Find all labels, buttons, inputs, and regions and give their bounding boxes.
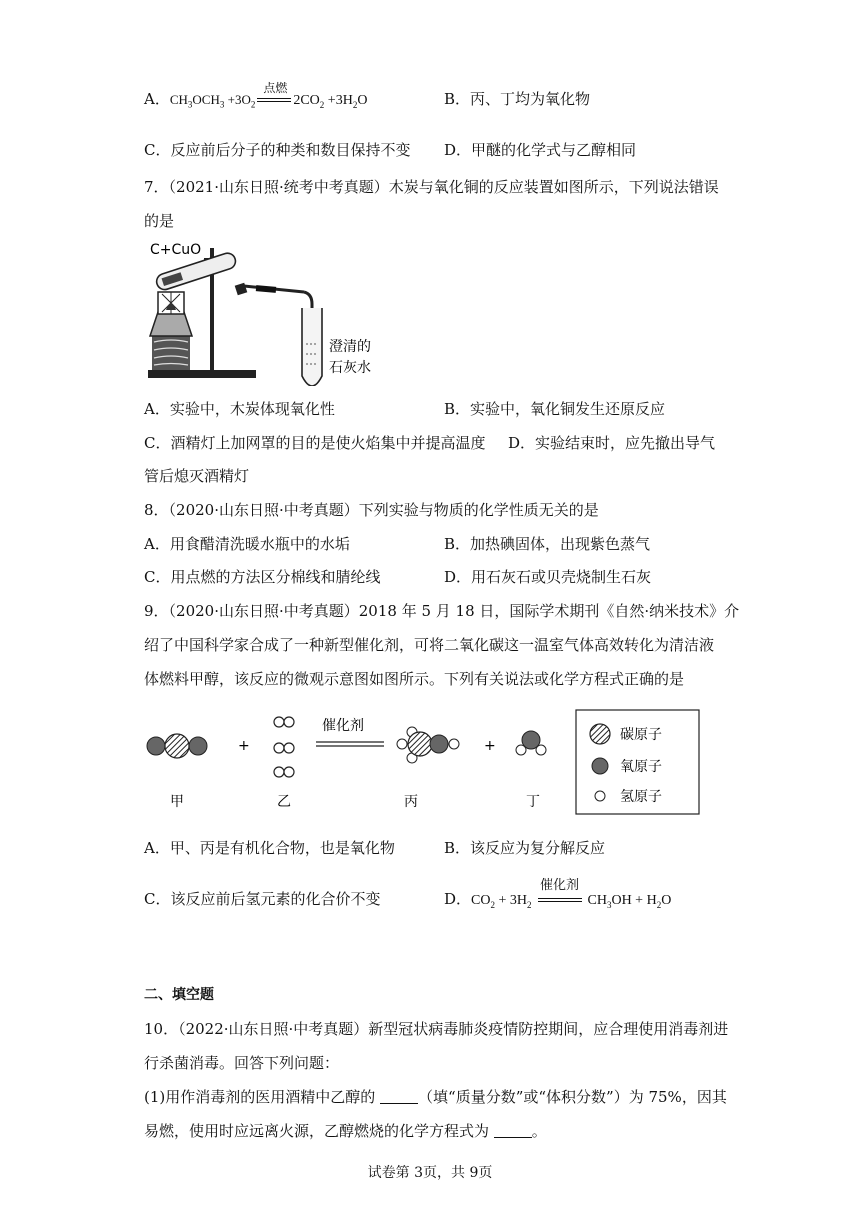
label-jia: 甲 bbox=[170, 794, 184, 810]
figure-label-tube-line2: 石灰水 bbox=[329, 360, 371, 376]
q7-option-d-line2: 管后熄灭酒精灯 bbox=[144, 467, 250, 485]
q7-stem-line1: 7．（2021·山东日照·统考中考真题）木炭与氧化铜的反应装置如图所示，下列说法错误 bbox=[144, 178, 719, 196]
q6-option-b: B．丙、丁均为氧化物 bbox=[444, 90, 591, 108]
stand-base bbox=[148, 370, 256, 378]
q9-option-a: A．甲、丙是有机化合物，也是氧化物 bbox=[144, 839, 395, 857]
q6-option-d: D．甲醚的化学式与乙醇相同 bbox=[444, 141, 637, 159]
molecule-h2o bbox=[516, 731, 546, 755]
sub1-line2-end: 。 bbox=[531, 1122, 547, 1140]
q9-option-b: B．该反应为复分解反应 bbox=[444, 839, 606, 857]
reaction-condition bbox=[257, 81, 291, 107]
q9-stem-line3: 体燃料甲醇，该反应的微观示意图如图所示。下列有关说法或化学方程式正确的是 bbox=[144, 670, 685, 688]
option-label: A． bbox=[144, 90, 170, 108]
reaction-condition bbox=[538, 878, 582, 907]
condition-text: 点燃 bbox=[263, 81, 288, 95]
label-bing: 丙 bbox=[404, 794, 418, 810]
sub1-line2-text: 易燃，使用时应远离火源，乙醇燃烧的化学方程式为 bbox=[144, 1122, 490, 1140]
limewater-tube bbox=[302, 308, 322, 386]
q10-sub1-line1 bbox=[144, 1086, 727, 1108]
legend-oxygen-icon bbox=[592, 758, 608, 774]
catalyst-label: 催化剂 bbox=[322, 718, 364, 734]
legend-carbon-icon bbox=[590, 724, 610, 744]
answer-blank-1[interactable] bbox=[380, 1089, 418, 1104]
q9-stem-line1: 9．（2020·山东日照·中考真题）2018 年 5 月 18 日，国际学术期刊《自然·纳米技术》介 bbox=[144, 602, 740, 620]
figure-label-reactants: C+CuO bbox=[150, 242, 202, 258]
q7-option-d-line1: D．实验结束时，应先撤出导气 bbox=[508, 434, 716, 452]
q10-stem-line1: 10．（2022·山东日照·中考真题）新型冠状病毒肺炎疫情防控期间，应合理使用消毒剂进 bbox=[144, 1020, 729, 1038]
alcohol-lamp bbox=[150, 312, 192, 336]
q7-stem-line2: 的是 bbox=[144, 212, 175, 230]
q9-option-c: C．该反应前后氢元素的化合价不变 bbox=[144, 890, 381, 908]
q7-apparatus-figure bbox=[144, 236, 394, 386]
legend-oxygen: 氧原子 bbox=[620, 759, 662, 775]
answer-blank-2[interactable] bbox=[494, 1123, 532, 1138]
option-label: D． bbox=[444, 890, 472, 908]
q7-option-b: B．实验中，氧化铜发生还原反应 bbox=[444, 400, 666, 418]
molecule-co2 bbox=[147, 734, 207, 758]
section-title: 二、填空题 bbox=[144, 987, 214, 1003]
sub1-text-a: (1)用作消毒剂的医用酒精中乙醇的 bbox=[144, 1088, 376, 1106]
legend-hydrogen: 氢原子 bbox=[620, 789, 662, 805]
label-yi: 乙 bbox=[277, 794, 291, 810]
q6-option-c: C．反应前后分子的种类和数目保持不变 bbox=[144, 141, 411, 159]
q8-stem: 8．（2020·山东日照·中考真题）下列实验与物质的化学性质无关的是 bbox=[144, 501, 599, 519]
legend-hydrogen-icon bbox=[595, 791, 605, 801]
equation-left: $CH_3OCH_3 +3O_2$ bbox=[169, 92, 256, 110]
q9-option-d bbox=[444, 878, 672, 912]
equation-left: $CO_2 + 3H_2$ bbox=[471, 893, 532, 910]
molecule-h2-group bbox=[274, 717, 294, 777]
q8-option-d: D．用石灰石或贝壳烧制生石灰 bbox=[444, 568, 652, 586]
q7-option-c: C．酒精灯上加网罩的目的是使火焰集中并提高温度 bbox=[144, 434, 486, 452]
condition-text: 催化剂 bbox=[539, 878, 579, 893]
q7-option-a: A．实验中，木炭体现氧化性 bbox=[144, 400, 335, 418]
page-footer: 试卷第 3页，共 9页 bbox=[367, 1165, 493, 1181]
plus-sign-1: + bbox=[238, 738, 250, 754]
equation-right: $CH_3OH + H_2O$ bbox=[587, 893, 672, 910]
q9-reaction-diagram bbox=[140, 706, 710, 818]
molecule-ch3oh bbox=[397, 727, 459, 763]
q10-sub1-line2 bbox=[144, 1120, 547, 1142]
q10-stem-line2: 行杀菌消毒。回答下列问题： bbox=[144, 1054, 340, 1072]
sub1-text-b: （填“质量分数”或“体积分数”）为 75%，因其 bbox=[418, 1088, 727, 1106]
plus-sign-2: + bbox=[484, 738, 496, 754]
legend-carbon: 碳原子 bbox=[620, 727, 662, 743]
equation-right: $2CO_2 +3H_2O$ bbox=[293, 93, 368, 110]
q6-option-a bbox=[144, 81, 368, 112]
q8-option-a: A．用食醋清洗暖水瓶中的水垢 bbox=[144, 535, 350, 553]
q8-option-c: C．用点燃的方法区分棉线和腈纶线 bbox=[144, 568, 381, 586]
q9-stem-line2: 绍了中国科学家合成了一种新型催化剂，可将二氧化碳这一温室气体高效转化为清洁液 bbox=[144, 636, 715, 654]
q8-option-b: B．加热碘固体，出现紫色蒸气 bbox=[444, 535, 651, 553]
label-ding: 丁 bbox=[526, 794, 540, 810]
figure-label-tube-line1: 澄清的 bbox=[329, 339, 371, 355]
